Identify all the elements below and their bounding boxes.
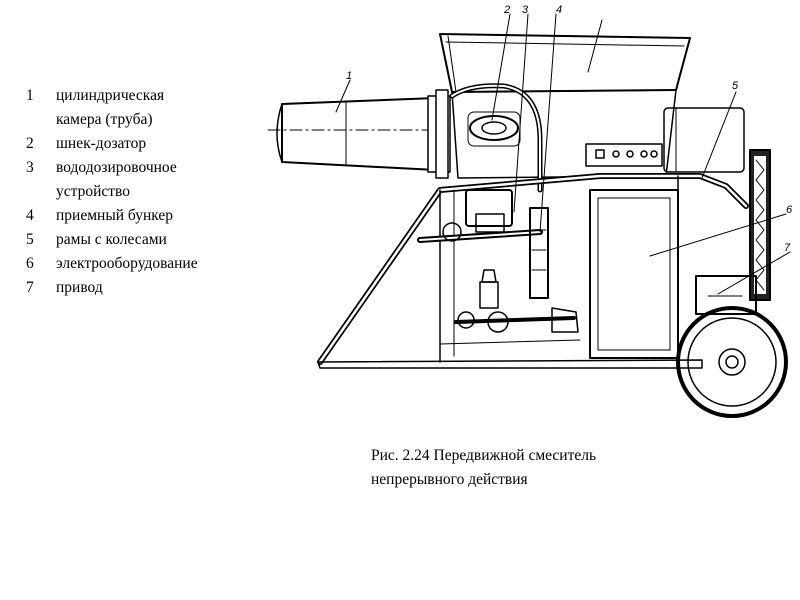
legend-text: привод [56, 279, 103, 296]
legend-number: 5 [26, 231, 34, 248]
figure-caption [371, 444, 691, 492]
callout-label-1: 1 [346, 70, 353, 82]
legend-number: 6 [26, 255, 34, 272]
callout-label-4: 4 [556, 4, 563, 16]
callout-label-7: 7 [784, 242, 791, 254]
callout-label-6: 6 [786, 204, 793, 216]
legend-text-line: цилиндрическая [56, 87, 165, 104]
legend-text: шнек-дозатор [56, 135, 147, 152]
cylindrical-chamber [268, 90, 450, 178]
legend-text: электрооборудование [56, 255, 198, 272]
electrical-cabinet [590, 190, 678, 358]
caption-line: непрерывного действия [371, 471, 528, 488]
callout-label-5: 5 [732, 80, 739, 92]
legend-text: рамы с колесами [56, 231, 167, 248]
water-metering-device [420, 190, 580, 344]
drive-unit [696, 150, 770, 314]
water-pipe [452, 86, 540, 190]
legend-number: 1 [26, 87, 34, 104]
callout-label-3: 3 [522, 4, 529, 16]
wheel [678, 308, 786, 416]
legend-text-line: устройство [56, 183, 131, 200]
legend-text: приемный бункер [56, 207, 174, 224]
callout-labels [346, 4, 793, 254]
legend-number: 4 [26, 207, 34, 224]
caption-line: Рис. 2.24 Передвижной смеситель [371, 447, 597, 464]
legend-text-line: камера (труба) [56, 111, 153, 128]
legend-number: 7 [26, 279, 34, 296]
legend-number: 3 [26, 159, 34, 176]
legend-text-line: вододозировочное [56, 159, 177, 176]
legend-number: 2 [26, 135, 34, 152]
auger-dosing-window [468, 112, 520, 146]
gearbox [586, 108, 744, 172]
callout-label-2: 2 [504, 4, 511, 16]
callout-leaders [336, 14, 790, 294]
